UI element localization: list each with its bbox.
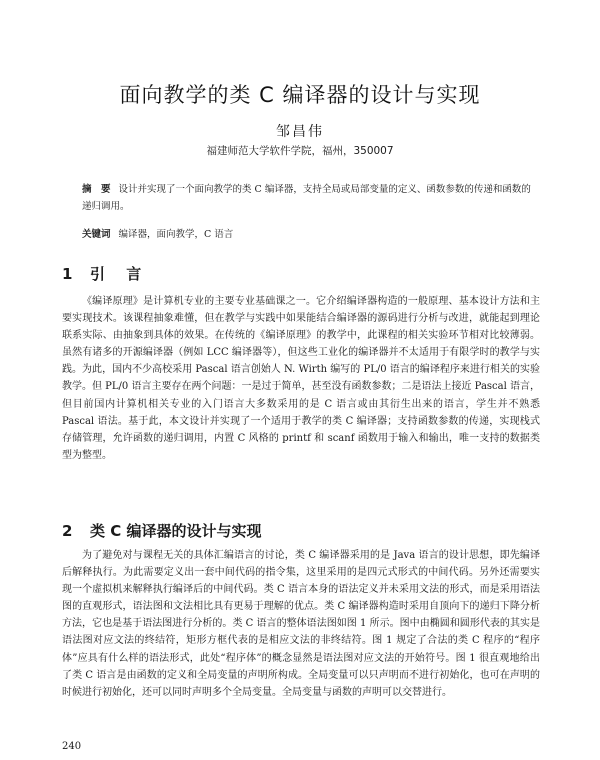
page-number: 240	[62, 741, 82, 752]
section-heading-design	[62, 520, 261, 541]
section-number: 2	[62, 522, 73, 540]
section-title: 引 言	[90, 265, 150, 283]
section-title: 类 C 编译器的设计与实现	[90, 522, 262, 540]
author-affiliation: 福建师范大学软件学院，福州，350007	[206, 145, 394, 157]
author-name: 邹昌伟	[276, 124, 324, 140]
section-paragraph: 《编译原理》是计算机专业的主要专业基础课之一。它介绍编译器构造的一般原理、基本设计方法和主要实现技术。该课程抽象难懂，但在教学与实践中如果能结合编译器的源码进行分析与改进，就能起到理论联系实际、由抽象到具体的效果。在传统的《编译原理》的教学中，此课程的相关实验环节相对比较薄弱。虽然有诸多的开源编译器（例如 LCC 编译器等），但这些工业化的编译器并不太适用于有限学时的教学与实践。为此，国内不少高校采用 Pascal 语言创始人 N. Wirth 编写的 PL/0 语言的编译程序来进行相关的实验教学。但 PL/0 语言主要存在两个问题：一是过于简单，甚至没有函数参数；二是语法上接近 Pascal 语言，但目前国内计算机相关专业的入门语言大多数采用的是 C 语言或由其衍生出来的语言，学生并不熟悉 Pascal 语法。基于此，本文设计并实现了一个适用于教学的类 C 编译器；支持函数参数的传递，实现栈式存储管理，允许函数的递归调用，内置 C 风格的 printf 和 scanf 函数用于输入和输出，唯一支持的数据类型为整型。	[62, 296, 540, 461]
abstract	[82, 181, 538, 215]
section-paragraph: 为了避免对与课程无关的具体汇编语言的讨论，类 C 编译器采用的是 Java 语言的设计思想，即先编译后解释执行。为此需要定义出一套中间代码的指令集，这里采用的是四元式形式的中间代码。另外还需要实现一个虚拟机来解释执行编译后的中间代码。类 C 语言本身的语法定义并未采用文法的形式，而是采用语法图的直观形式，语法图和文法相比具有更易于理解的优点。类 C 编译器构造时采用自顶向下的递归下降分析方法，它也是基于语法图进行分析的。类 C 语言的整体语法图如图 1 所示。图中由椭圆和圆形代表的其实是语法图对应文法的终结符，矩形方框代表的是相应文法的非终结符。图 1 规定了合法的类 C 程序的“程序体”应具有什么样的语法形式，此处“程序体”的概念显然是语法图对应文法的开始符号。图 1 很直观地给出了类 C 语言是由函数的定义和全局变量的声明所构成。全局变量可以只声明而不进行初始化，也可在声明的时候进行初始化，还可以同时声明多个全局变量。全局变量与函数的声明可以交替进行。	[62, 550, 540, 698]
section-number: 1	[62, 265, 73, 283]
section-heading-introduction	[62, 263, 149, 284]
keywords-text: 编译器，面向教学，C 语言	[118, 229, 234, 240]
keywords	[82, 226, 538, 243]
abstract-text: 设计并实现了一个面向教学的类 C 编译器，支持全局或局部变量的定义、函数参数的传递和函数的递归调用。	[82, 184, 531, 212]
abstract-label: 摘 要	[82, 184, 111, 195]
paper-title: 面向教学的类 C 编译器的设计与实现	[119, 83, 481, 107]
keywords-label: 关键词	[82, 229, 111, 240]
